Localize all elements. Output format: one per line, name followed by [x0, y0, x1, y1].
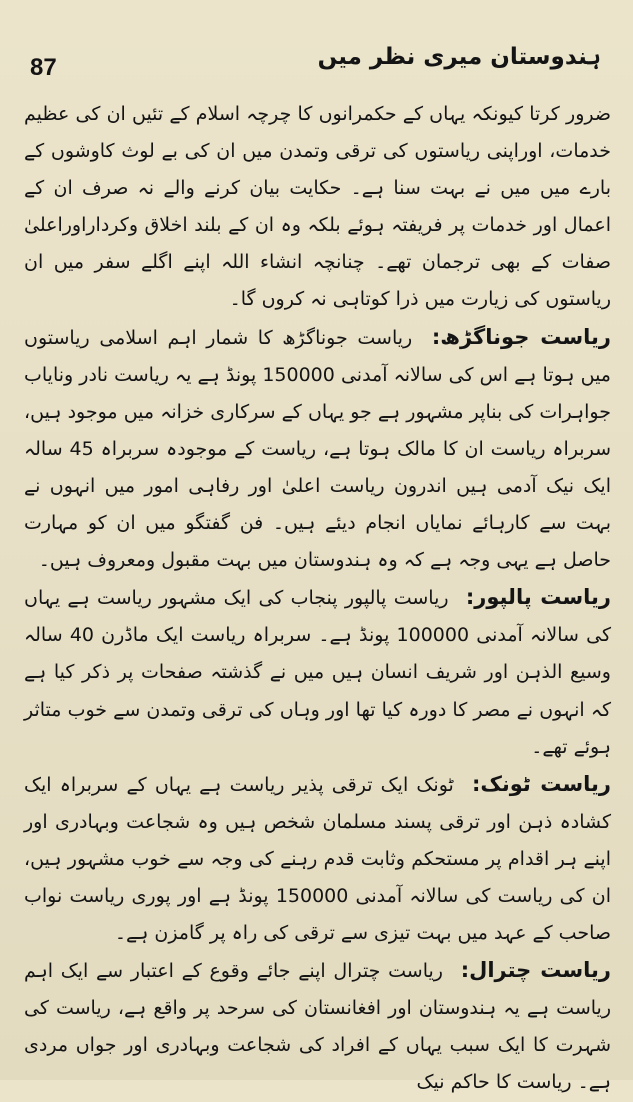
section-text: ریاست جوناگڑھ کا شمار اہم اسلامی ریاستوں میں ہوتا ہے اس کی سالانہ آمدنی 150000 پونڈ ہے یہ ریاست نادر ونایاب جواہرات کی بناپر مشہور ہے جو یہاں کے سرکاری خزانہ میں موجود ہیں، سربراہ ریاست ان کا مالک ہوتا ہے، ریاست کے موجودہ سربراہ 45 سالہ ایک نیک آدمی ہیں اندرون ریاست اعلیٰ اور رفاہی امور میں انہوں نے بہت سے کارہائے نمایاں انجام دیئے ہیں۔ فن گفتگو میں ان کو مہارت حاصل ہے یہی وجہ ہے کہ وہ ہندوستان میں بہت مقبول ومعروف ہیں۔: [24, 326, 611, 572]
section-heading: ریاست جوناگڑھ:: [431, 324, 611, 349]
section-chitral: [24, 952, 611, 1101]
section-junagarh: [24, 319, 611, 580]
section-palpur: [24, 579, 611, 765]
section-tonk: [24, 766, 611, 952]
section-text: ٹونک ایک ترقی پذیر ریاست ہے یہاں کے سربراہ ایک کشادہ ذہن اور ترقی پسند مسلمان شخص ہیں وہ شجاعت وبہادری اور اپنے ہر اقدام پر مستحکم وثابت قدم رہنے کی وجہ سے خوب مشہور ہیں، ان کی ریاست کی سالانہ آمدنی 150000 پونڈ ہے اور پوری ریاست نواب صاحب کے عہد میں بہت تیزی سے ترقی کی راہ پر گامزن ہے۔: [24, 773, 611, 945]
page-body: [24, 96, 611, 1102]
section-heading: ریاست پالپور:: [465, 585, 611, 610]
section-text: ریاست پالپور پنجاب کی ایک مشہور ریاست ہے یہاں کی سالانہ آمدنی 100000 پونڈ ہے۔ سربراہ ریاست ایک ماڈرن 40 سالہ وسیع الذہن اور شریف انسان ہیں میں نے گذشتہ صفحات پر ذکر کیا ہے کہ انہوں نے مصر کا دورہ کیا تھا اور وہاں کی ترقی وتمدن سے خوب متاثر ہوئے تھے۔: [24, 587, 611, 758]
page-number: 87: [30, 54, 57, 81]
section-text: ریاست چترال اپنے جائے وقوع کے اعتبار سے ایک اہم ریاست ہے یہ ہندوستان اور افغانستان کی سرحد پر واقع ہے، ریاست کی شہرت کا ایک سبب یہاں کے افراد کی شجاعت وبہادری اور جواں مردی ہے۔ ریاست کا حاکم نیک: [24, 960, 611, 1094]
page-header: [30, 36, 603, 86]
section-heading: ریاست ٹونک:: [471, 771, 611, 796]
running-title: ہندوستان میری نظر میں: [317, 44, 601, 70]
section-heading: ریاست چترال:: [460, 958, 612, 983]
intro-paragraph: ضرور کرتا کیونکہ یہاں کے حکمرانوں کا چرچہ اسلام کے تئیں ان کی عظیم خدمات، اوراپنی ریاستوں کی ترقی وتمدن میں ان کی بے لوث کاوشوں کے بارے میں میں نے بہت سنا ہے۔ حکایت بیان کرنے والے نہ صرف ان کے اعمال اور خدمات پر فریفتہ ہوئے بلکہ وہ ان کے بلند اخلاق وکرداراوراعلیٰ صفات کے بھی ترجمان تھے۔ چنانچہ انشاء اللہ اپنے اگلے سفر میں ان ریاستوں کی زیارت میں ذرا کوتاہی نہ کروں گا۔: [24, 103, 611, 311]
